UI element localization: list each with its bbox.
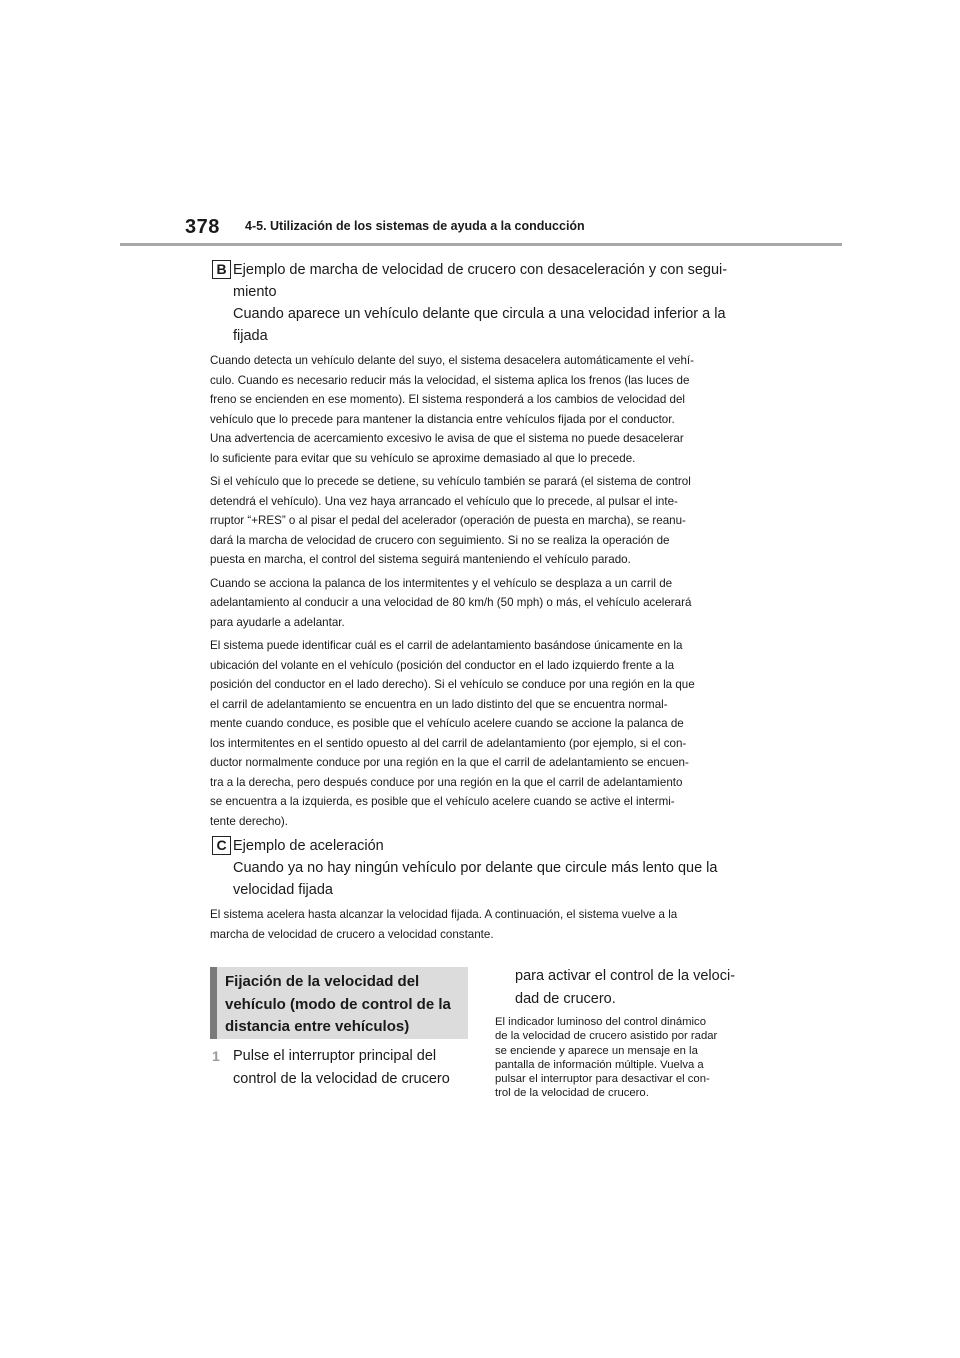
text-line: se encuentra a la izquierda, es posible que el vehículo acelere cuando se active el intermi- — [210, 795, 675, 808]
lead-line: miento — [233, 284, 277, 300]
setting-header-box — [210, 967, 468, 1039]
paragraph — [210, 636, 750, 831]
text-line: Cuando detecta un vehículo delante del suyo, el sistema desacelera automáticamente el vehí- — [210, 354, 695, 367]
note-line: trol de la velocidad de crucero. — [495, 1087, 649, 1100]
text-line: dará la marcha de velocidad de crucero con seguimiento. Si no se realiza la operación de — [210, 533, 670, 547]
setting-header-line: Fijación de la velocidad del — [225, 973, 420, 990]
section-b-lead — [233, 259, 753, 347]
step-text — [233, 1045, 468, 1091]
note-line: pantalla de información múltiple. Vuelva a — [495, 1058, 704, 1071]
paragraph — [210, 351, 750, 468]
text-line: freno se encienden en ese momento). El sistema responderá a los cambios de velocidad del — [210, 393, 685, 406]
text-line: tente derecho). — [210, 814, 288, 828]
lead-line: Cuando ya no hay ningún vehículo por delante que circule más lento que la — [233, 860, 718, 876]
text-line: tra a la derecha, pero después conduce por una región en la que el carril de adelantamiento — [210, 775, 683, 789]
lead-line: Ejemplo de aceleración — [233, 838, 384, 854]
section-c-body — [210, 905, 750, 948]
text-line: para ayudarle a adelantar. — [210, 615, 345, 629]
text-line: adelantamiento al conducir a una velocidad de 80 km/h (50 mph) o más, el vehículo acelerará — [210, 596, 692, 609]
text-line: El sistema puede identificar cuál es el carril de adelantamiento basándose únicamente en la — [210, 639, 683, 652]
section-c-lead — [233, 835, 753, 901]
text-line: el carril de adelantamiento se encuentra en un lado distinto del que se encuentra normal- — [210, 697, 668, 711]
text-line: rruptor “+RES” o al pisar el pedal del acelerador (operación de puesta en marcha), se reanu- — [210, 514, 686, 527]
setting-header-line: vehículo (modo de control de la — [225, 995, 451, 1013]
step-line: dad de crucero. — [515, 991, 616, 1007]
step-line: para activar el control de la veloci- — [515, 968, 736, 984]
note-line: El indicador luminoso del control dinámico — [495, 1016, 706, 1028]
note-line: de la velocidad de crucero asistido por radar — [495, 1030, 718, 1043]
text-line: marcha de velocidad de crucero a velocidad constante. — [210, 927, 494, 941]
text-line: Una advertencia de acercamiento excesivo le avisa de que el sistema no puede desacelerar — [210, 432, 684, 445]
section-title: 4-5. Utilización de los sistemas de ayuda a la conducción — [245, 219, 585, 233]
text-line: culo. Cuando es necesario reducir más la velocidad, el sistema aplica los frenos (las luces de — [210, 373, 690, 387]
page-number: 378 — [185, 216, 220, 238]
step-line: Pulse el interruptor principal del — [233, 1048, 437, 1064]
step-line: control de la velocidad de crucero — [233, 1071, 450, 1087]
text-line: Cuando se acciona la palanca de los intermitentes y el vehículo se desplaza a un carril de — [210, 576, 673, 590]
paragraph — [210, 472, 750, 570]
text-line: mente cuando conduce, es posible que el vehículo acelere cuando se accione la palanca de — [210, 717, 684, 730]
step-note — [495, 1015, 755, 1101]
section-marker-c: C — [212, 836, 231, 855]
text-line: ubicación del volante en el vehículo (posición del conductor en el lado izquierdo frente a la — [210, 658, 675, 672]
text-line: ductor normalmente conduce por una región en la que el carril de adelantamiento se encuen- — [210, 756, 689, 769]
section-marker-b: B — [212, 260, 231, 279]
paragraph — [210, 574, 750, 633]
lead-line: fijada — [233, 328, 268, 344]
text-line: lo suficiente para evitar que su vehículo se aproxime demasiado al que lo precede. — [210, 451, 636, 465]
text-line: vehículo que lo precede para mantener la distancia entre vehículos fijada por el conductor. — [210, 412, 675, 426]
section-b-body — [210, 351, 750, 835]
text-line: puesta en marcha, el control del sistema seguirá manteniendo el vehículo parado. — [210, 553, 631, 566]
text-line: detendrá el vehículo). Una vez haya arrancado el vehículo que lo precede, al pulsar el inte- — [210, 494, 678, 508]
note-line: pulsar el interruptor para desactivar el con- — [495, 1073, 710, 1086]
text-line: los intermitentes en el sentido opuesto al del carril de adelantamiento (por ejemplo, si el con- — [210, 736, 687, 750]
step-number: 1 — [212, 1048, 220, 1064]
lead-line: Ejemplo de marcha de velocidad de crucero con desaceleración y con segui- — [233, 262, 728, 278]
step-continuation — [515, 965, 755, 1011]
text-line: Si el vehículo que lo precede se detiene, su vehículo también se parará (el sistema de control — [210, 475, 691, 488]
text-line: El sistema acelera hasta alcanzar la velocidad fijada. A continuación, el sistema vuelve a la — [210, 908, 678, 921]
lead-line: Cuando aparece un vehículo delante que circula a una velocidad inferior a la — [233, 306, 726, 322]
text-line: posición del conductor en el lado derecho). Si el vehículo se conduce por una región en la que — [210, 678, 695, 691]
paragraph — [210, 905, 750, 944]
header-divider — [120, 243, 842, 246]
note-line: se enciende y aparece un mensaje en la — [495, 1044, 698, 1057]
setting-header-line: distancia entre vehículos) — [225, 1018, 410, 1035]
lead-line: velocidad fijada — [233, 882, 333, 898]
